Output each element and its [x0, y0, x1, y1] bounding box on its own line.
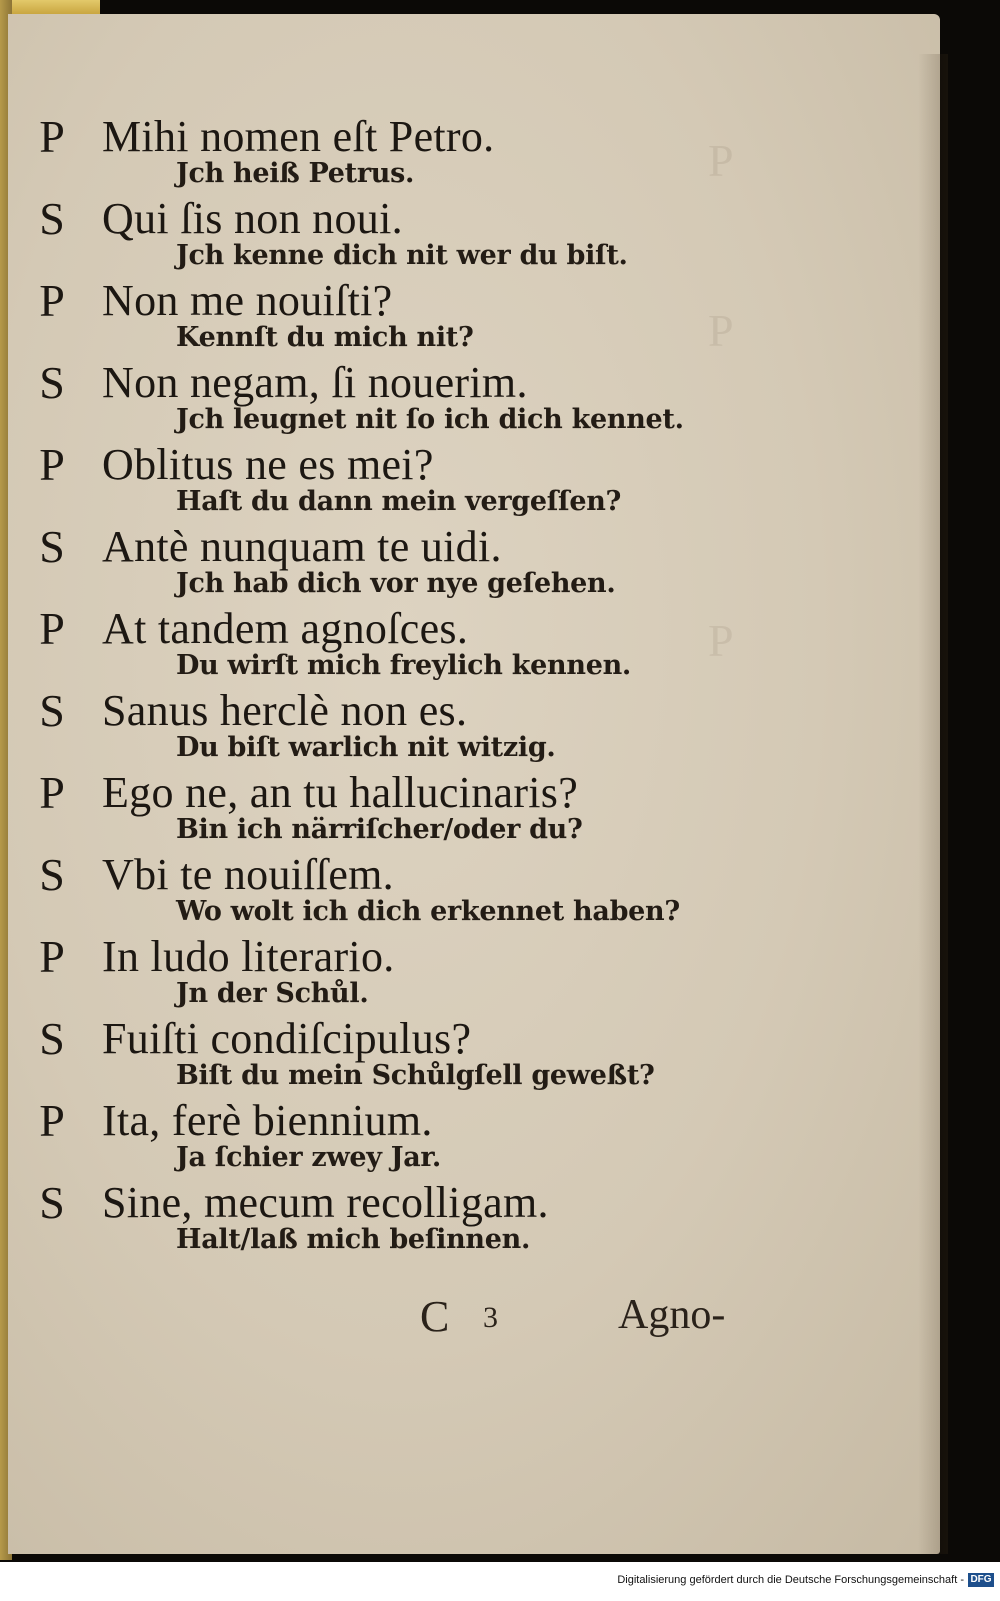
german-translation: Bin ich närriſcher/oder du?	[176, 814, 583, 845]
speaker-marker: P	[39, 931, 65, 982]
german-translation: Jch hab dich vor nye geſehen.	[176, 568, 616, 599]
book-page	[8, 14, 940, 1554]
dialogue-line	[8, 603, 928, 690]
latin-text: Fuiſti condiſcipulus?	[102, 1014, 472, 1063]
latin-text: In ludo literario.	[102, 932, 395, 981]
speaker-marker: P	[39, 603, 65, 654]
latin-text: Non me nouiſti?	[102, 276, 393, 325]
speaker-marker: P	[39, 275, 65, 326]
funding-credit: Digitalisierung gefördert durch die Deutsche Forschungsgemeinschaft -	[617, 1574, 964, 1586]
latin-text: Mihi nomen eſt Petro.	[102, 112, 495, 161]
signature-number: 3	[483, 1301, 498, 1334]
dialogue-line	[8, 1177, 928, 1264]
signature-mark: C	[420, 1292, 450, 1341]
german-translation: Du biſt warlich nit witzig.	[176, 732, 556, 763]
speaker-marker: S	[39, 521, 65, 572]
german-translation: Haſt du dann mein vergeſſen?	[176, 486, 622, 517]
german-translation: Kennſt du mich nit?	[176, 322, 474, 353]
latin-text: Qui ſis non noui.	[102, 194, 403, 243]
bleed-through-mark: P	[708, 305, 734, 356]
dialogue-line	[8, 767, 928, 854]
latin-text: Antè nunquam te uidi.	[102, 522, 502, 571]
latin-text: Vbi te nouiſſem.	[102, 850, 394, 899]
german-translation: Du wirſt mich freylich kennen.	[176, 650, 631, 681]
dialogue-line	[8, 931, 928, 1018]
speaker-marker: S	[39, 1013, 65, 1064]
german-translation: Halt/laß mich beſinnen.	[176, 1224, 531, 1255]
dialogue-line	[8, 521, 928, 608]
speaker-marker: P	[39, 1095, 65, 1146]
speaker-marker: S	[39, 1177, 65, 1228]
latin-text: Sine, mecum recolligam.	[102, 1178, 549, 1227]
speaker-marker: P	[39, 767, 65, 818]
digitization-footer	[0, 1562, 1000, 1601]
dialogue-line	[8, 1095, 928, 1182]
dialogue-line	[8, 357, 928, 444]
german-translation: Jch kenne dich nit wer du biſt.	[176, 240, 628, 271]
dialogue-line	[8, 1013, 928, 1100]
german-translation: Wo wolt ich dich erkennet haben?	[176, 896, 680, 927]
speaker-marker: S	[39, 685, 65, 736]
book-binding-top	[0, 0, 100, 14]
latin-text: Oblitus ne es mei?	[102, 440, 434, 489]
dialogue-line	[8, 439, 928, 526]
german-translation: Ja ſchier zwey Jar.	[176, 1142, 441, 1173]
latin-text: Sanus herclè non es.	[102, 686, 468, 735]
dialogue-line	[8, 193, 928, 280]
bleed-through-mark: P	[708, 615, 734, 666]
latin-text: Non negam, ſi nouerim.	[102, 358, 528, 407]
latin-text: Ego ne, an tu hallucinaris?	[102, 768, 579, 817]
dfg-logo: DFG	[968, 1573, 994, 1587]
german-translation: Jn der Schůl.	[176, 978, 369, 1009]
bleed-through-mark: P	[708, 135, 734, 186]
german-translation: Jch leugnet nit ſo ich dich kennet.	[176, 404, 684, 435]
latin-text: At tandem agnoſces.	[102, 604, 469, 653]
speaker-marker: S	[39, 357, 65, 408]
dialogue-line	[8, 849, 928, 936]
latin-text: Ita, ferè biennium.	[102, 1096, 433, 1145]
dialogue-line	[8, 111, 928, 198]
speaker-marker: P	[39, 439, 65, 490]
speaker-marker: P	[39, 111, 65, 162]
dialogue-line	[8, 275, 928, 362]
dialogue-line	[8, 685, 928, 772]
german-translation: Jch heiß Petrus.	[176, 158, 415, 189]
speaker-marker: S	[39, 849, 65, 900]
german-translation: Biſt du mein Schůlgſell geweßt?	[176, 1060, 655, 1091]
catchword: Agno-	[618, 1292, 726, 1338]
speaker-marker: S	[39, 193, 65, 244]
